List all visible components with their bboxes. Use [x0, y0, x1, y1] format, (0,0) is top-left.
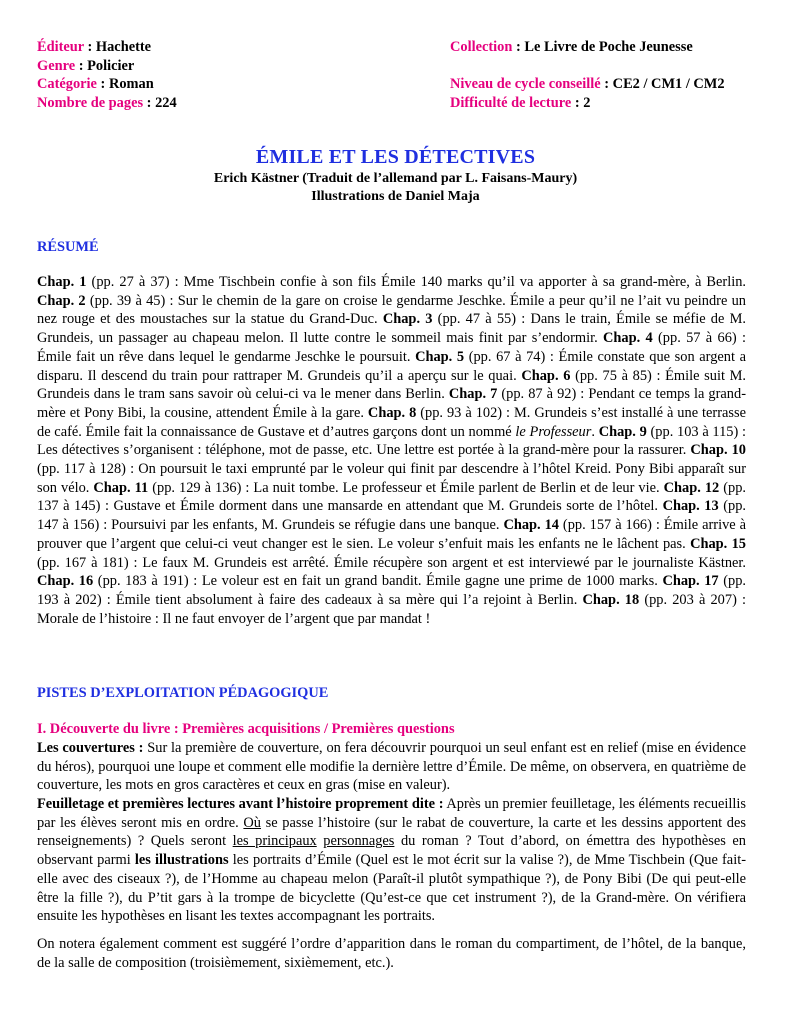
- chapter-text: .: [591, 423, 599, 440]
- chapter-label: Chap. 3: [382, 311, 433, 328]
- chapter-text: (pp. 93 à 102) : M. Grundeis s’est installé à une terrasse de café. Émile fait la connaissance de Gustave et d’autres garçons dont un nommé: [37, 404, 746, 440]
- chapter-label: Chap. 7: [448, 386, 498, 403]
- chapter-label: Chap. 17: [662, 573, 719, 590]
- chapter-text: (pp. 137 à 145) : Gustave et Émile dorment dans une mansarde en attendant que M. Grundeis sorte de l’hôtel.: [37, 479, 747, 515]
- meta-page-count: Nombre de pages : 224: [37, 94, 177, 111]
- chapter-text: (pp. 75 à 85) : Émile suit M. Grundeis dans le tram sans savoir où celui-ci va le mener dans Berlin.: [37, 367, 747, 403]
- chapter-label: Chap. 16: [37, 573, 94, 590]
- browsing-text: du roman ? Tout d’abord, on émettra des hypothèses en observant parmi: [37, 833, 746, 869]
- summary-heading: RÉSUMÉ: [37, 239, 99, 255]
- chapter-label: Chap. 1: [37, 274, 87, 290]
- pistes-subheading: I. Découverte du livre : Premières acquisitions / Premières questions: [37, 721, 455, 737]
- chapter-label: Chap. 13: [662, 498, 719, 515]
- book-title: ÉMILE ET LES DÉTECTIVES: [255, 146, 536, 168]
- covers-text: Sur la première de couverture, on fera découvrir pourquoi un seul enfant est en relief (mise en évidence du héros), pourquoi une loupe et comment elle modifie la dernière lettre d’Émile. De même, on observera, en quatrième de couverture, les mots en gros caractères et ceux en gras (mise en valeur).: [37, 740, 746, 794]
- book-metadata: [37, 38, 757, 112]
- pistes-paragraph-browsing: [37, 795, 746, 926]
- meta-row: [37, 94, 757, 113]
- chapter-label: Chap. 15: [690, 535, 746, 552]
- meta-reading-difficulty: Difficulté de lecture : 2: [450, 94, 591, 111]
- browsing-text: Après un premier feuilletage, les éléments recueillis par les élèves seront mis en ordre.: [37, 796, 747, 831]
- chapter-label: Chap. 6: [521, 367, 571, 384]
- meta-collection: Collection : Le Livre de Poche Jeunesse: [450, 39, 693, 55]
- chapter-text: (pp. 47 à 55) : Dans le train, Émile se méfie de M. Grundeis, un passager au chapeau melon. Il lutte contre le sommeil mais finit par s’endormir.: [37, 311, 746, 347]
- chapter-label: Chap. 9: [598, 423, 647, 440]
- pistes-paragraph-order: On notera également comment est suggéré l’ordre d’apparition dans le roman du compartiment, de l’hôtel, de la banque, de la salle de composition (troisièmement, sixièmement, etc.).: [37, 936, 746, 971]
- pistes-paragraph-covers: [37, 739, 746, 795]
- illustrator-line: Illustrations de Daniel Maja: [311, 189, 480, 204]
- chapter-text: (pp. 193 à 202) : Émile tient absolument à faire des cadeaux à sa mère qui l’a rejoint à Berlin.: [37, 573, 747, 608]
- chapter-text: (pp. 103 à 115) : Les détectives s’organisent : téléphone, mot de passe, etc. Une lettre est portée à la grand-mère pour la rassurer.: [37, 423, 746, 459]
- meta-row: [37, 38, 757, 57]
- chapter-text: (pp. 203 à 207) : Morale de l’histoire : Il ne faut envoyer de l’argent que par mandat !: [37, 591, 746, 627]
- chapter-italic-text: le Professeur: [515, 423, 592, 440]
- underlined-word: les principaux: [232, 833, 317, 850]
- meta-cycle-level: Niveau de cycle conseillé : CE2 / CM1 / CM2: [450, 76, 725, 92]
- chapter-text: (pp. 67 à 74) : Émile constate que son argent a disparu. Il descend du train pour rattraper M. Grundeis qu’il a aperçu sur le quai.: [37, 348, 746, 384]
- browsing-text: les portraits d’Émile (Quel est le mot écrit sur la valise ?), de Mme Tischbein (Que fait-elle avec des ciseaux ?), de l’Homme au chapeau melon (Paraît-il plutôt sympathique ?), de Pony Bibi (De qui peut-elle être la fille ?), du P’tit gars à la trompe de bicyclette (Qu’est-ce que cet instrument ?), de la Grand-mère. On vérifiera ensuite les hypothèses en lisant les textes accompagnant les portraits.: [37, 852, 746, 925]
- meta-row: [37, 75, 757, 94]
- chapter-label: Chap. 10: [690, 442, 746, 459]
- chapter-label: Chap. 14: [503, 517, 559, 534]
- meta-editor: Éditeur : Hachette: [37, 39, 152, 55]
- browsing-text: se passe l’histoire (sur le rabat de couverture, la carte et les dessins apportent des renseignements) ? Quels seront: [37, 814, 746, 850]
- underlined-word: personnages: [323, 833, 395, 850]
- chapter-text: (pp. 157 à 166) : Émile arrive à prouver que l’argent que celui-ci veut changer est le sien. Le voleur s’enfuit mais les enfants ne le lâchent pas.: [37, 517, 746, 552]
- chapter-text: (pp. 117 à 128) : On poursuit le taxi emprunté par le voleur qui finit par descendre à l’hôtel Kreid. Pony Bibi apparaît sur son vélo.: [37, 461, 746, 496]
- underlined-word: Où: [243, 814, 261, 831]
- chapter-label: Chap. 8: [367, 404, 417, 421]
- chapter-text: (pp. 27 à 37) : Mme Tischbein confie à son fils Émile 140 marks qu’il va apporter à sa grand-mère, à Berlin.: [86, 274, 746, 290]
- chapter-text: (pp. 57 à 66) : Émile fait un rêve dans lequel le gendarme Jeschke le poursuit.: [37, 330, 746, 365]
- chapter-text: (pp. 183 à 191) : Le voleur est en fait un grand bandit. Émile gagne une prime de 1000 marks.: [93, 573, 663, 590]
- chapter-label: Chap. 18: [582, 591, 640, 608]
- chapter-text: (pp. 87 à 92) : Pendant ce temps la grand-mère et Pony Bibi, la cousine, attendent Émile à la gare.: [37, 386, 746, 421]
- chapter-text: (pp. 39 à 45) : Sur le chemin de la gare on croise le gendarme Jeschke. Émile a peur qu’il ne l’ait vu peindre un nez rouge et des moustaches sur la statue du Grand-Duc.: [37, 292, 746, 328]
- author-line: Erich Kästner (Traduit de l’allemand par L. Faisans-Maury): [213, 171, 578, 186]
- chapter-label: Chap. 12: [663, 479, 720, 496]
- chapter-label: Chap. 2: [37, 292, 86, 309]
- illustrations-label: les illustrations: [134, 852, 229, 869]
- chapter-label: Chap. 5: [415, 348, 465, 365]
- chapter-text: (pp. 147 à 156) : Poursuivi par les enfants, M. Grundeis se réfugie dans une banque.: [37, 498, 746, 534]
- chapter-label: Chap. 11: [93, 479, 149, 496]
- meta-category: Catégorie : Roman: [37, 76, 154, 92]
- covers-label: Les couvertures :: [37, 740, 144, 756]
- summary-paragraph: [37, 273, 746, 628]
- meta-genre: Genre : Policier: [37, 57, 135, 74]
- chapter-text: (pp. 129 à 136) : La nuit tombe. Le professeur et Émile parlent de Berlin et de leur vie.: [148, 479, 664, 496]
- chapter-text: (pp. 167 à 181) : Le faux M. Grundeis est arrêté. Émile récupère son argent et est interviewé par le journaliste Kästner.: [37, 554, 746, 571]
- chapter-label: Chap. 4: [603, 330, 653, 347]
- pistes-heading: PISTES D’EXPLOITATION PÉDAGOGIQUE: [37, 685, 329, 701]
- browsing-label: Feuilletage et premières lectures avant l’histoire proprement dite :: [37, 796, 444, 812]
- meta-row: [37, 57, 757, 76]
